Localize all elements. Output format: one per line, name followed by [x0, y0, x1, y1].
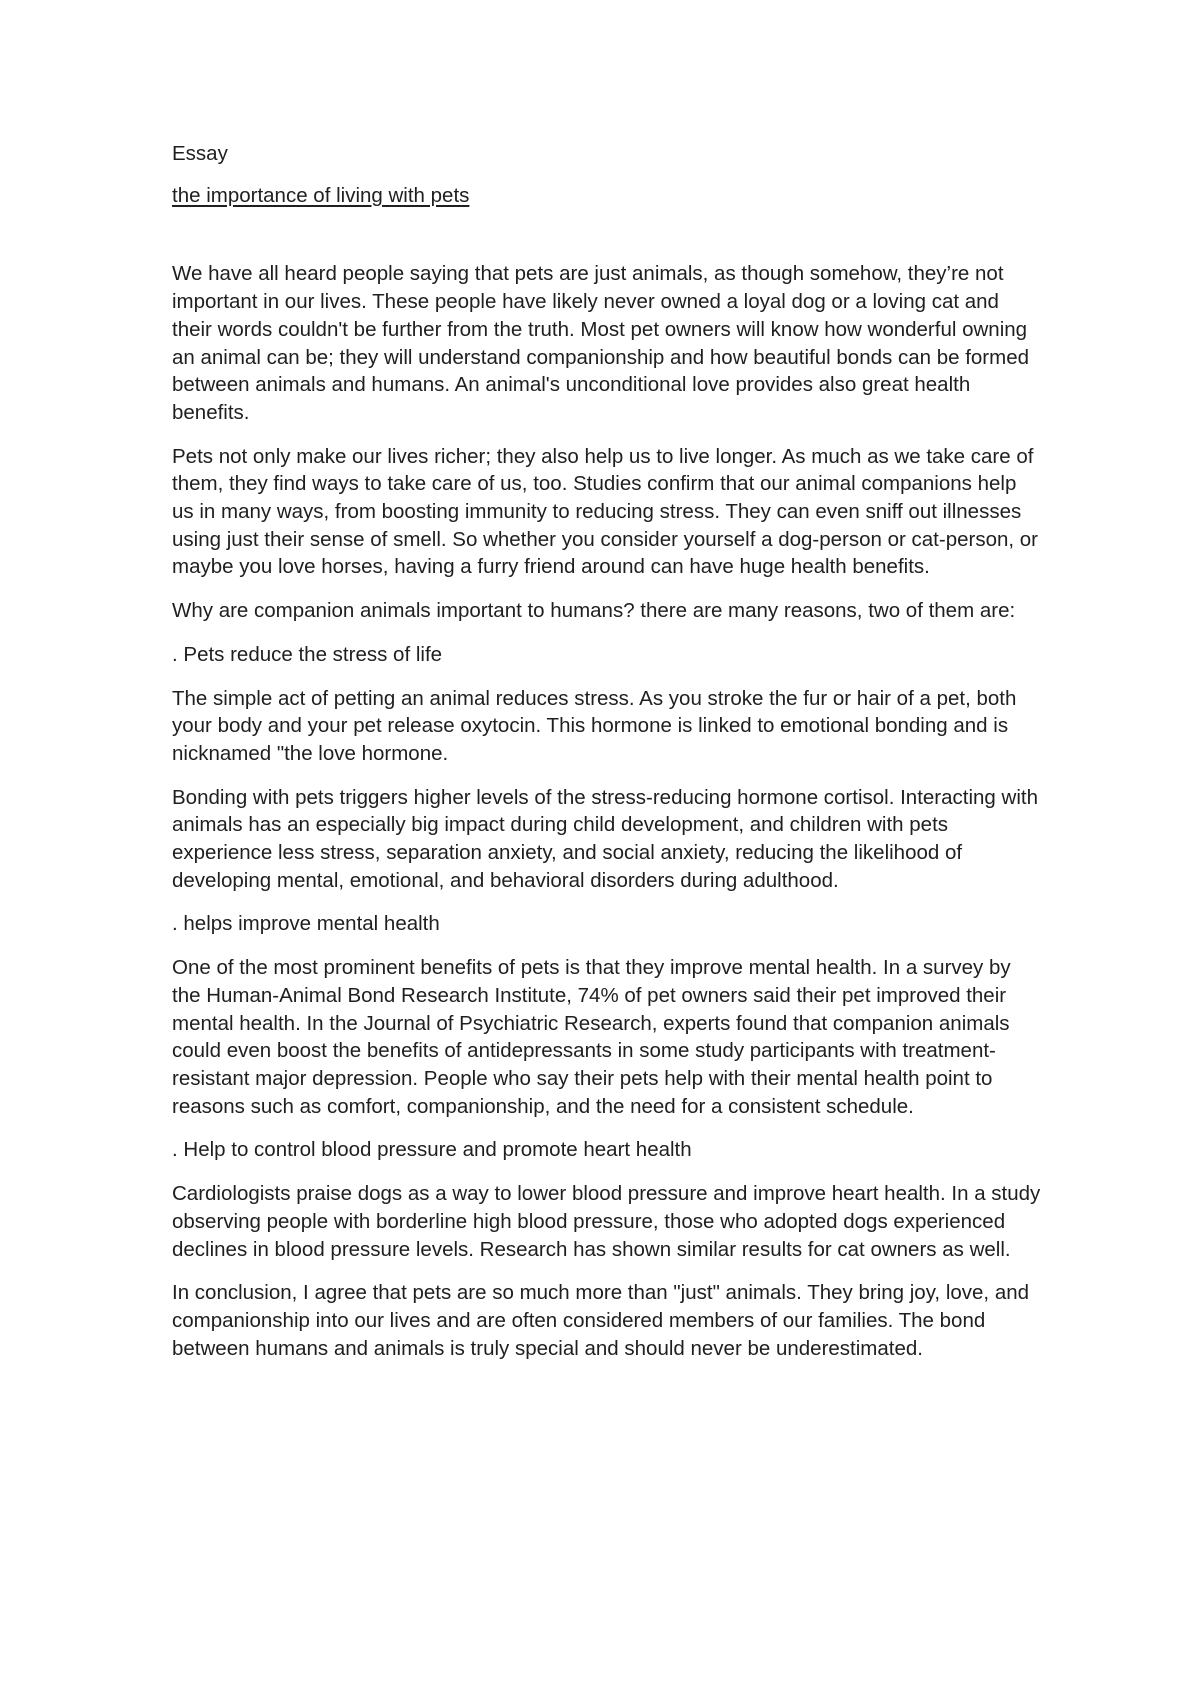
essay-body [172, 260, 1042, 1362]
point-heading-mental-health: . helps improve mental health [172, 912, 440, 936]
point-heading-stress: . Pets reduce the stress of life [172, 642, 443, 666]
reasons-intro-paragraph: Why are companion animals important to humans? there are many reasons, two of them are: [172, 599, 1016, 623]
health-benefits-paragraph: Pets not only make our lives richer; they also help us to live longer. As much as we take care of them, they find ways to take care of us, too. Studies confirm that our animal companions help us in many ways, from boosting immunity to reducing stress. They can even sniff out illnesses using just their sense of smell. So whether you consider yourself a dog-person or cat-person, or maybe you love horses, having a furry friend around can have huge health benefits. [172, 444, 1038, 579]
blood-pressure-paragraph: Cardiologists praise dogs as a way to lower blood pressure and improve heart health. In a study observing people with borderline high blood pressure, those who adopted dogs experienced declines in blood pressure levels. Research has shown similar results for cat owners as well. [172, 1182, 1041, 1261]
mental-health-paragraph: One of the most prominent benefits of pets is that they improve mental health. In a survey by the Human-Animal Bond Research Institute, 74% of pet owners said their pet improved their mental health. In the Journal of Psychiatric Research, experts found that companion animals could even boost the benefits of antidepressants in some study participants with treatment-resistant major depression. People who say their pets help with their mental health point to reasons such as comfort, companionship, and the need for a consistent schedule. [172, 956, 1011, 1118]
conclusion-paragraph: In conclusion, I agree that pets are so much more than "just" animals. They bring joy, love, and companionship into our lives and are often considered members of our families. The bond between humans and animals is truly special and should never be underestimated. [172, 1281, 1030, 1360]
point-heading-blood-pressure: . Help to control blood pressure and promote heart health [172, 1138, 692, 1162]
intro-paragraph: We have all heard people saying that pets are just animals, as though somehow, they’re not important in our lives. These people have likely never owned a loyal dog or a loving cat and their words couldn't be further from the truth. Most pet owners will know how wonderful owning an animal can be; they will understand companionship and how beautiful bonds can be formed between animals and humans. An animal's unconditional love provides also great health benefits. [172, 262, 1029, 424]
petting-paragraph: The simple act of petting an animal reduces stress. As you stroke the fur or hair of a pet, both your body and your pet release oxytocin. This hormone is linked to emotional bonding and is nicknamed "the love hormone. [172, 686, 1017, 765]
bonding-paragraph: Bonding with pets triggers higher levels of the stress-reducing hormone cortisol. Interacting with animals has an especially big impact during child development, and children with pets experience less stress, separation anxiety, and social anxiety, reducing the likelihood of developing mental, emotional, and behavioral disorders during adulthood. [172, 785, 1038, 892]
document-page [172, 140, 1042, 1378]
document-label: Essay [172, 142, 228, 165]
document-title: the importance of living with pets [172, 183, 470, 207]
